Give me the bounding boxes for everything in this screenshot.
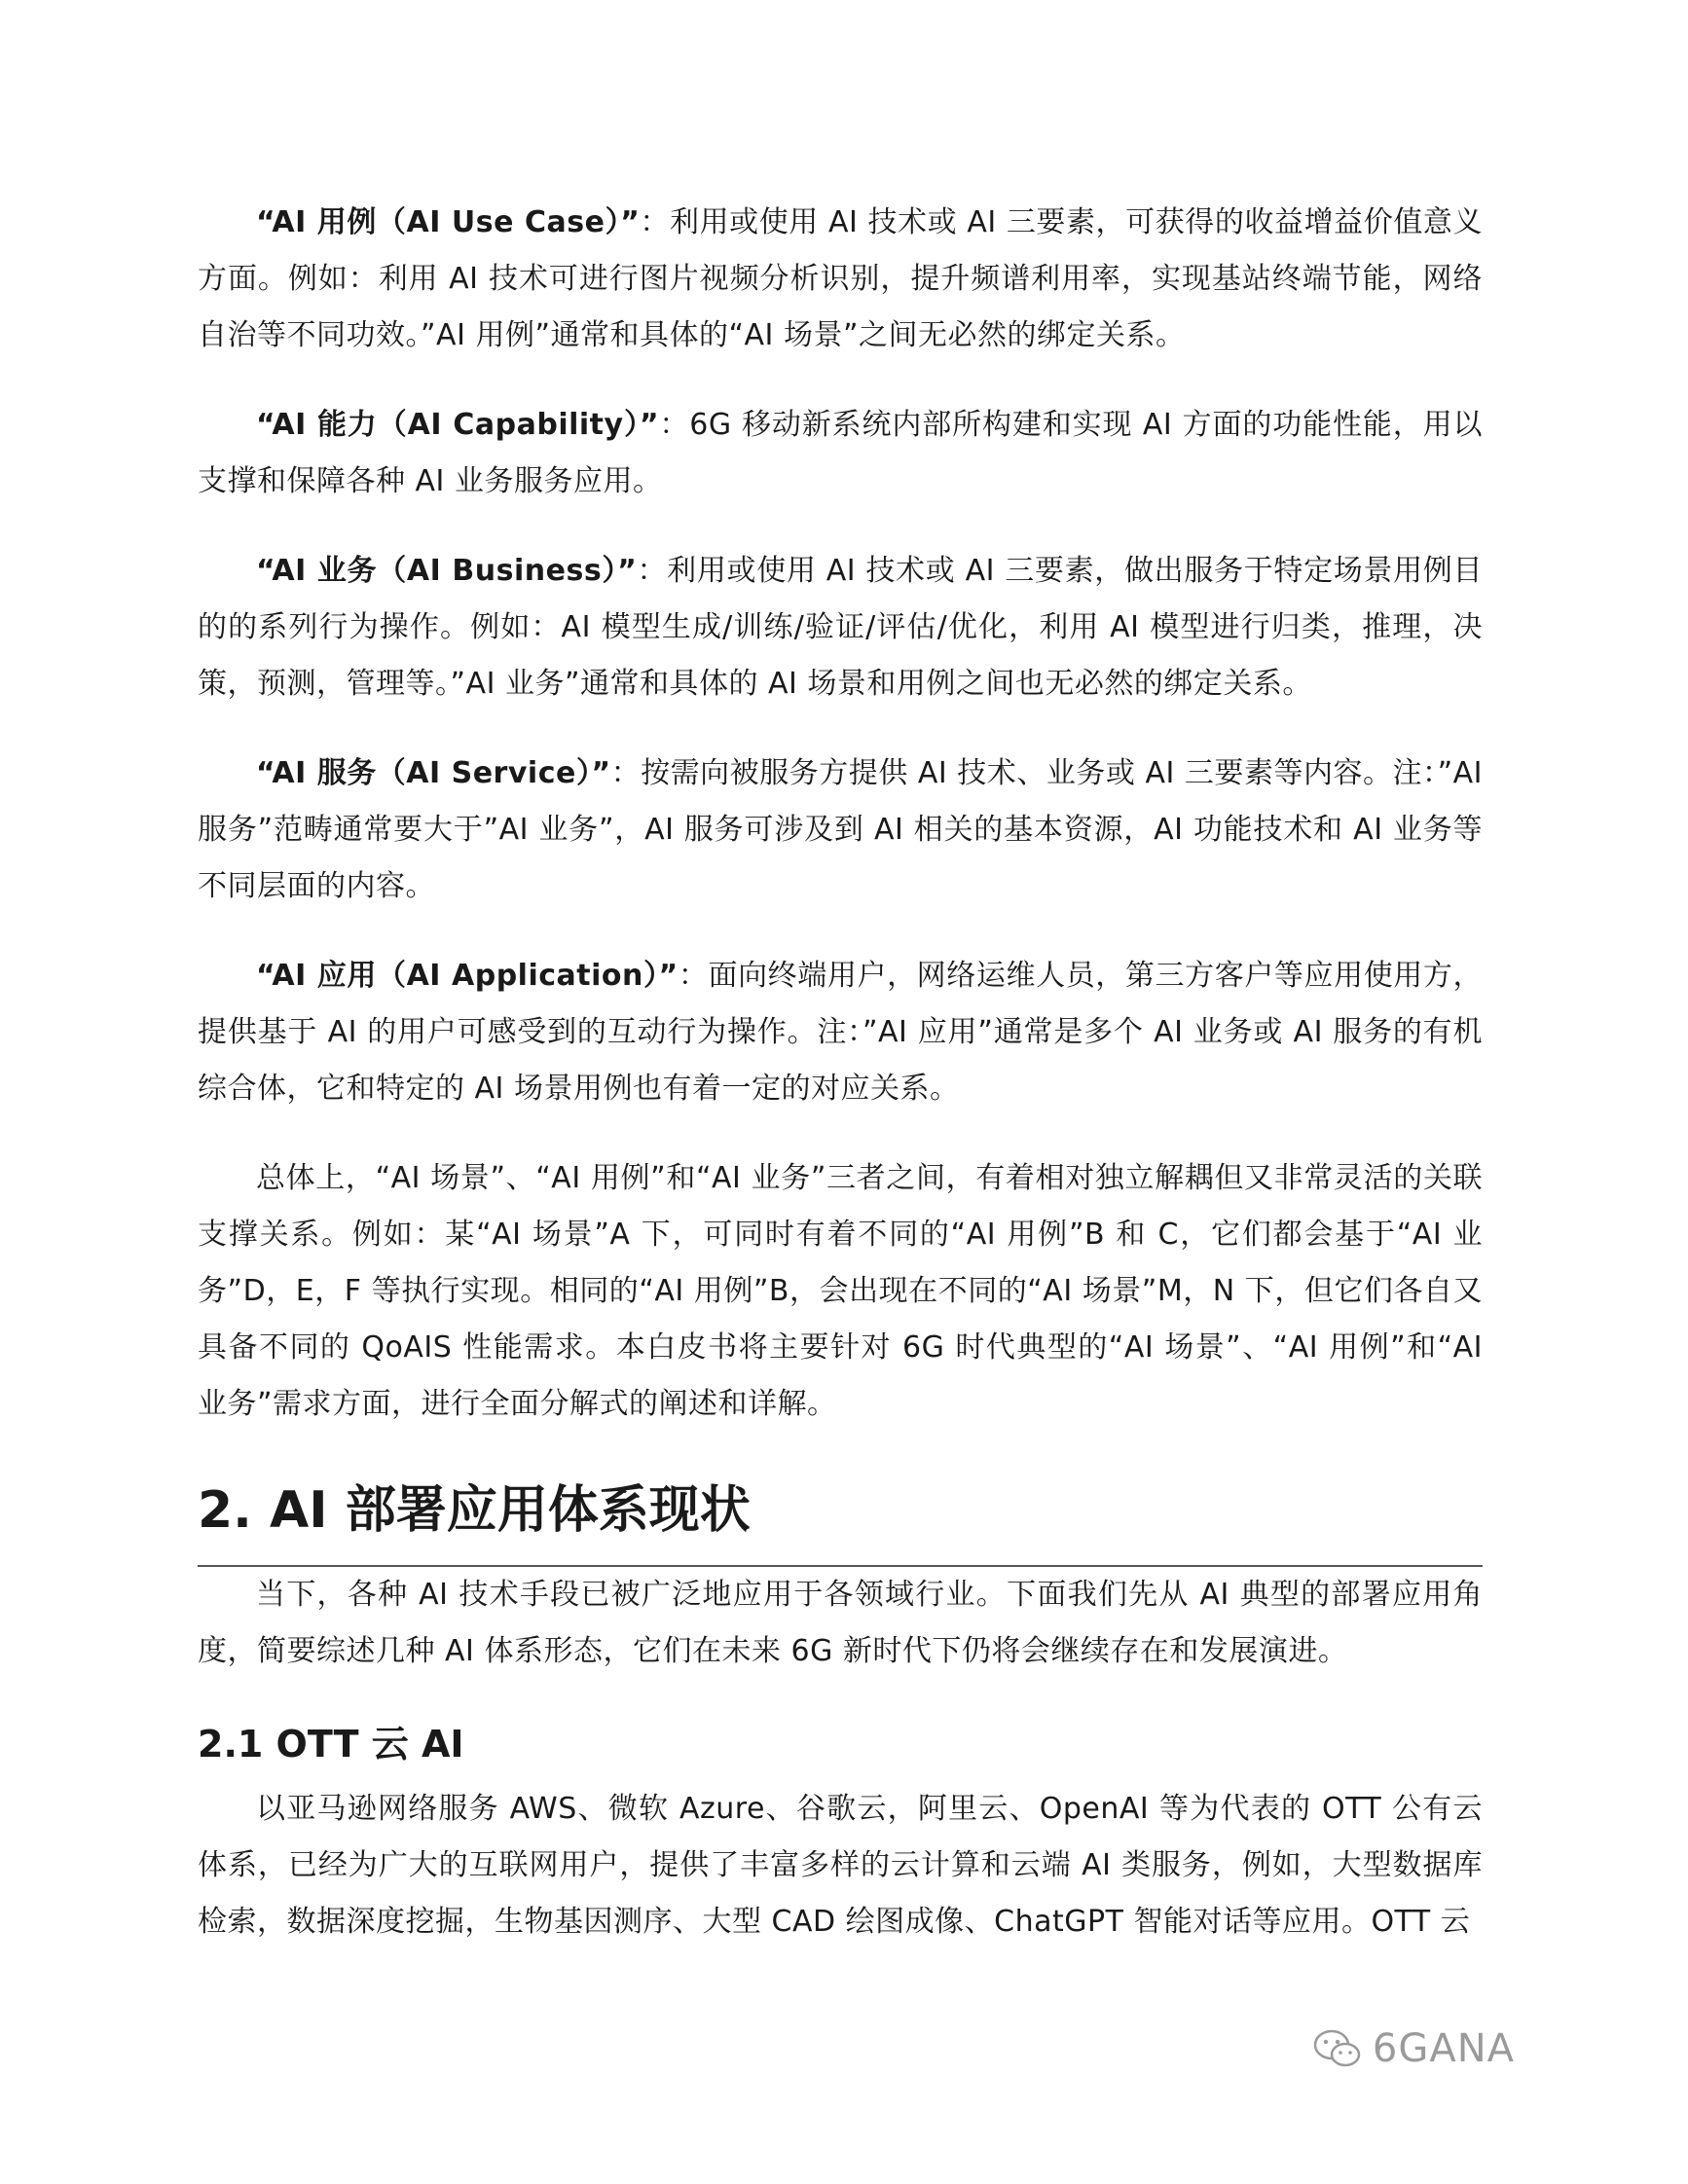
term-label: “AI 业务（AI Business）” — [256, 554, 638, 588]
term-label: “AI 能力（AI Capability）” — [256, 408, 660, 442]
definition-ai-use-case — [198, 195, 1483, 364]
section-2-1-heading: 2.1 OTT 云 AI — [198, 1723, 464, 1765]
watermark — [1312, 2026, 1515, 2071]
term-label: “AI 用例（AI Use Case）” — [256, 205, 641, 239]
definition-text: ：按需向被服务方提供 AI 技术、业务或 AI 三要素等内容。注：”AI 服务”范畴通常要大于”AI 业务”，AI 服务可涉及到 AI 相关的基本资源，AI 功能技术和 AI 业务等不同层面的内容。 — [198, 756, 1483, 903]
definition-text: ：利用或使用 AI 技术或 AI 三要素，做出服务于特定场景用例目的的系列行为操作。例如：AI 模型生成/训练/验证/评估/优化，利用 AI 模型进行归类，推理，决策，预测，管理等。”AI 业务”通常和具体的 AI 场景和用例之间也无必然的绑定关系。 — [198, 554, 1483, 701]
definition-text: ：6G 移动新系统内部所构建和实现 AI 方面的功能性能，用以支撑和保障各种 AI 业务服务应用。 — [198, 408, 1483, 498]
section-2-1-paragraph: 以亚马逊网络服务 AWS、微软 Azure、谷歌云，阿里云、OpenAI 等为代表的 OTT 公有云体系，已经为广大的互联网用户，提供了丰富多样的云计算和云端 AI 类服务，例如，大型数据库检索，数据深度挖掘，生物基因测序、大型 CAD 绘图成像、ChatGPT 智能对话等应用。OTT 云 — [198, 1792, 1483, 1939]
summary-paragraph: 总体上，“AI 场景”、“AI 用例”和“AI 业务”三者之间，有着相对独立解耦但又非常灵活的关联支撑关系。例如：某“AI 场景”A 下，可同时有着不同的“AI 用例”B 和 C，它们都会基于“AI 业务”D，E，F 等执行实现。相同的“AI 用例”B，会出现在不同的“AI 场景”M，N 下，但它们各自又具备不同的 QoAIS 性能需求。本白皮书将主要针对 6G 时代典型的“AI 场景”、“AI 用例”和“AI 业务”需求方面，进行全面分解式的阐述和详解。 — [198, 1161, 1483, 1421]
section-2-intro: 当下，各种 AI 技术手段已被广泛地应用于各领域行业。下面我们先从 AI 典型的部署应用角度，简要综述几种 AI 体系形态，它们在未来 6G 新时代下仍将会继续存在和发展演进。 — [198, 1578, 1483, 1668]
definition-ai-capability — [198, 397, 1483, 510]
document-page — [198, 195, 1483, 1984]
term-label: “AI 应用（AI Application）” — [256, 959, 679, 993]
watermark-label: 6GANA — [1372, 2026, 1515, 2071]
definition-text: ：利用或使用 AI 技术或 AI 三要素，可获得的收益增益价值意义方面。例如：利用 AI 技术可进行图片视频分析识别，提升频谱利用率，实现基站终端节能，网络自治等不同功效。”AI 用例”通常和具体的“AI 场景”之间无必然的绑定关系。 — [198, 205, 1484, 352]
definition-text: ：面向终端用户，网络运维人员，第三方客户等应用使用方，提供基于 AI 的用户可感受到的互动行为操作。注：”AI 应用”通常是多个 AI 业务或 AI 服务的有机综合体，它和特定的 AI 场景用例也有着一定的对应关系。 — [198, 959, 1483, 1106]
section-2-heading: 2. AI 部署应用体系现状 — [198, 1472, 1483, 1567]
wechat-icon — [1312, 2027, 1363, 2070]
term-label: “AI 服务（AI Service）” — [256, 756, 611, 790]
definition-ai-application — [198, 948, 1483, 1117]
definition-ai-service — [198, 746, 1483, 915]
definition-ai-business — [198, 543, 1483, 712]
